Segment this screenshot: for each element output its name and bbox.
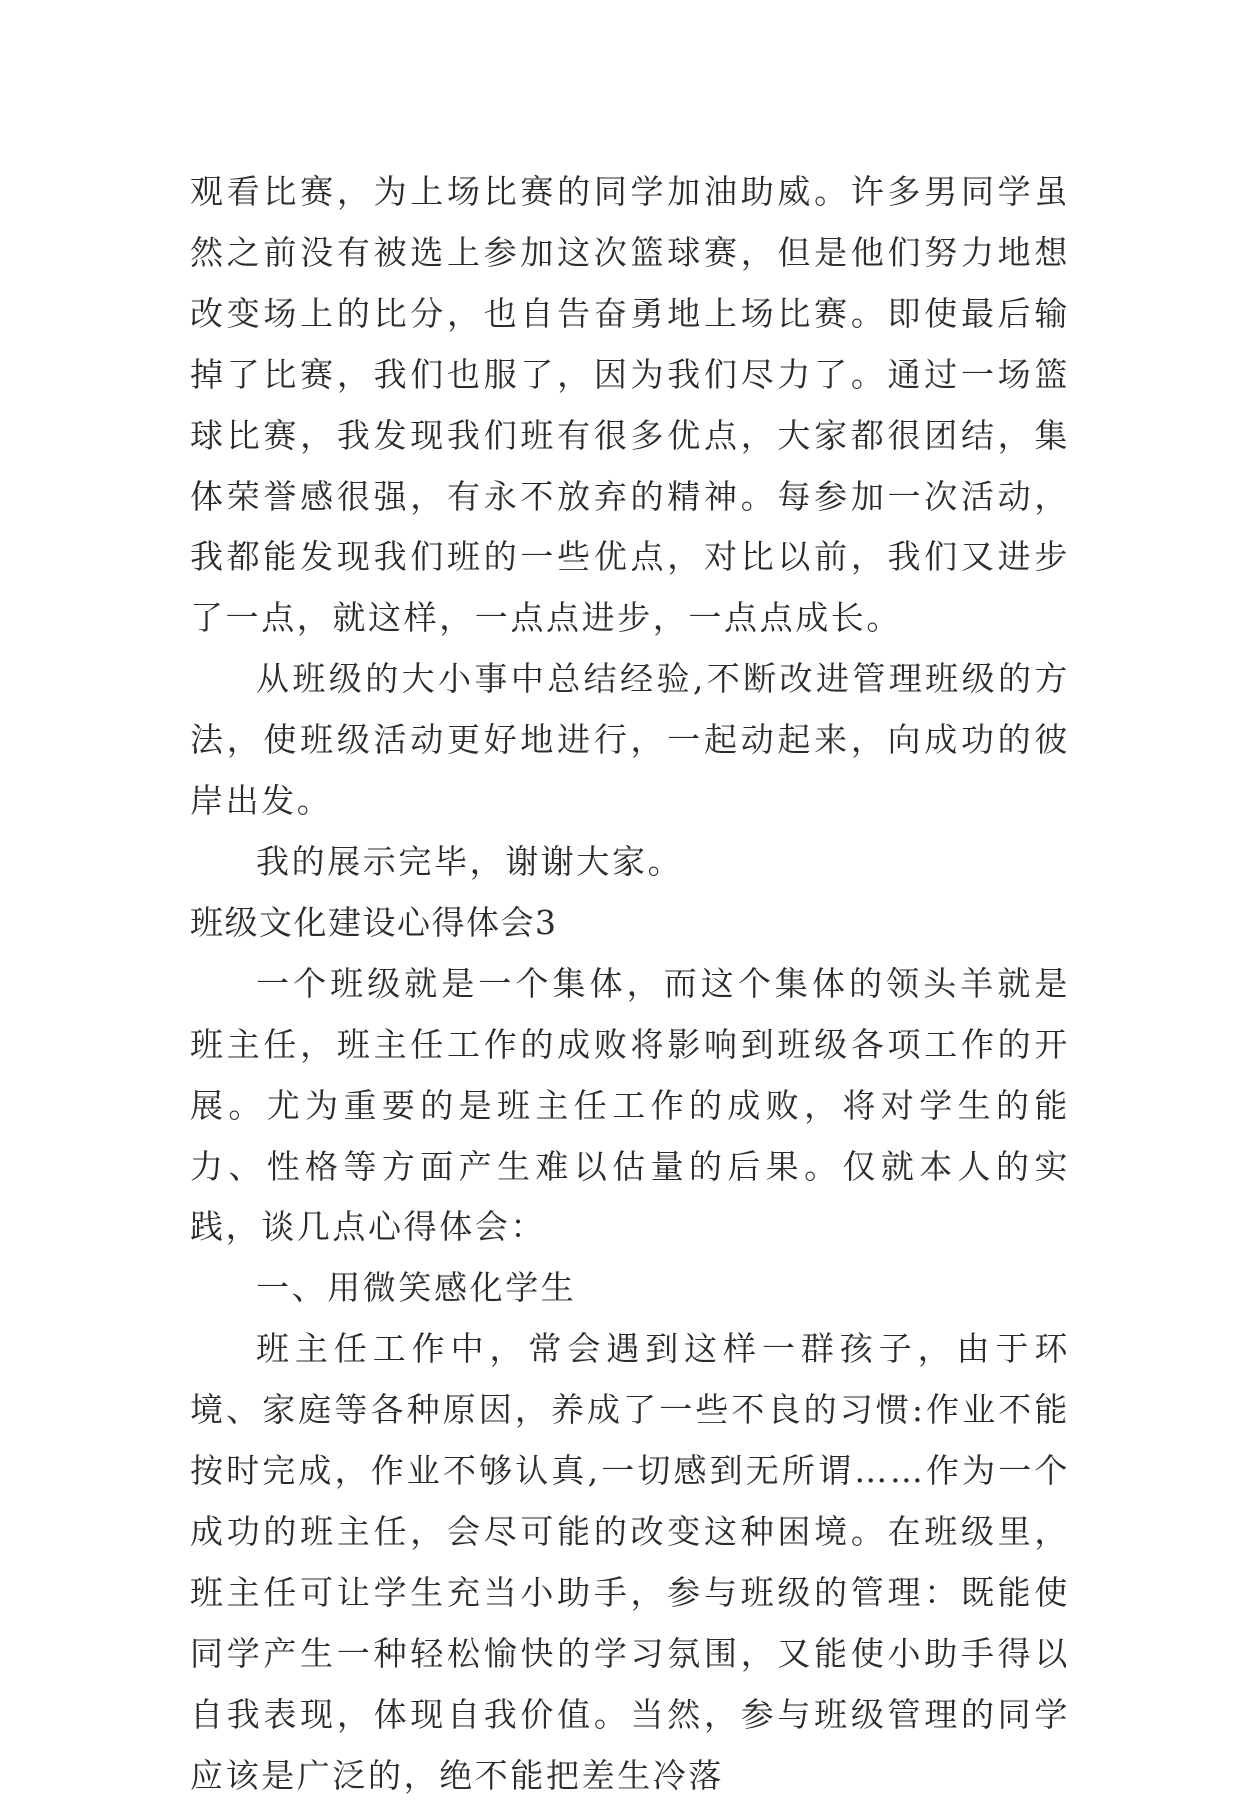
paragraph-closing-thanks: 我的展示完毕，谢谢大家。 [256, 841, 684, 881]
section-title: 班级文化建设心得体会3 [190, 902, 558, 942]
document-body [190, 162, 1070, 1806]
paragraph-head-teacher-intro: 一个班级就是一个集体，而这个集体的领头羊就是班主任，班主任工作的成败将影响到班级各项工作的开展。尤为重要的是班主任工作的成败，将对学生的能力、性格等方面产生难以估量的后果。仅就本人的实践，谈几点心得体会： [190, 963, 1070, 1247]
paragraph-basketball-game: 观看比赛，为上场比赛的同学加油助威。许多男同学虽然之前没有被选上参加这次篮球赛，但是他们努力地想改变场上的比分，也自告奋勇地上场比赛。即使最后输掉了比赛，我们也服了，因为我们尽力了。通过一场篮球比赛，我发现我们班有很多优点，大家都很团结，集体荣誉感很强，有永不放弃的精神。每参加一次活动，我都能发现我们班的一些优点，对比以前，我们又进步了一点，就这样，一点点进步，一点点成长。 [190, 172, 1070, 638]
paragraph-summary-experience: 从班级的大小事中总结经验,不断改进管理班级的方法，使班级活动更好地进行，一起动起来，向成功的彼岸出发。 [190, 659, 1070, 821]
paragraph-smile-influence: 班主任工作中，常会遇到这样一群孩子，由于环境、家庭等各种原因，养成了一些不良的习惯:作业不能按时完成，作业不够认真,一切感到无所谓……作为一个成功的班主任，会尽可能的改变这种困境。在班级里，班主任可让学生充当小助手，参与班级的管理：既能使同学产生一种轻松愉快的学习氛围，又能使小助手得以自我表现，体现自我价值。当然，参与班级管理的同学应该是广泛的，绝不能把差生冷落 [190, 1329, 1070, 1795]
subheading-smile: 一、用微笑感化学生 [256, 1268, 577, 1308]
